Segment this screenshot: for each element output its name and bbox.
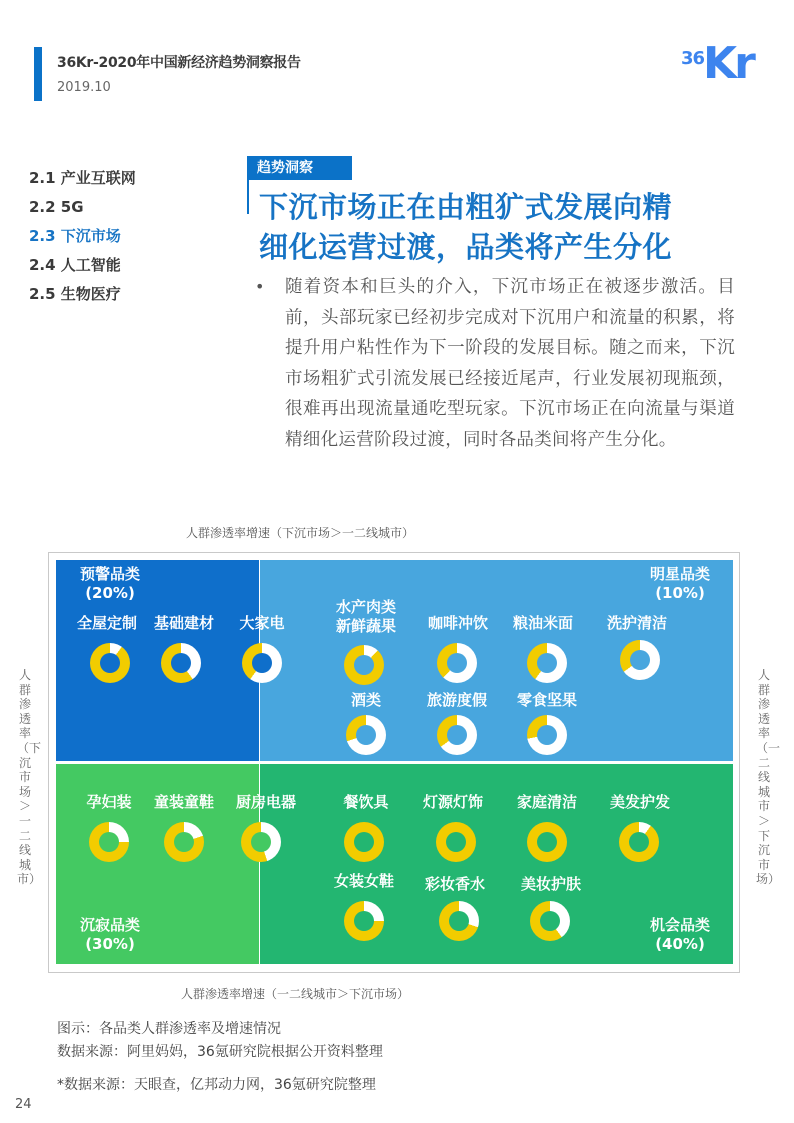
donut-hole: [629, 832, 649, 852]
donut-chart-icon: [242, 643, 282, 683]
donut-chart-icon: [527, 715, 567, 755]
donut-hole: [251, 832, 271, 852]
donut-chart-icon: [437, 643, 477, 683]
donut-hole: [354, 832, 374, 852]
logo-kr: Kr: [703, 38, 753, 89]
section-headline: [259, 187, 729, 267]
donut-hole: [356, 725, 376, 745]
donut-hole: [354, 655, 374, 675]
category-label: 美妆护肤: [520, 875, 582, 893]
category-label: 厨房电器: [235, 793, 297, 811]
donut-chart-icon: [439, 901, 479, 941]
quadrant-pct: (30%): [85, 935, 135, 953]
donut-chart-icon: [346, 715, 386, 755]
quadrant-name: 机会品类: [649, 916, 710, 934]
data-source-1: 数据来源：阿里妈妈，36氪研究院根据公开资料整理: [57, 1044, 383, 1060]
axis-label-bottom: 人群渗透率增速（一二线城市＞下沉市场）: [180, 987, 409, 1001]
donut-hole: [537, 725, 557, 745]
figure-caption: 图示：各品类人群渗透率及增速情况: [57, 1021, 281, 1037]
quadrant-label-warning: [72, 565, 148, 603]
donut-chart-icon: [527, 822, 567, 862]
category-label: 餐饮具: [343, 793, 389, 811]
category-label: 粮油米面: [512, 614, 574, 632]
donut-hole: [99, 832, 119, 852]
toc-item-5g[interactable]: 2.2 5G: [29, 198, 84, 216]
donut-chart-icon: [161, 643, 201, 683]
data-source-2: *数据来源：天眼查，亿邦动力网，36氪研究院整理: [57, 1077, 376, 1093]
donut-chart-icon: [344, 645, 384, 685]
quadrant-name: 预警品类: [79, 565, 140, 583]
axis-label-left: 人群渗透率（下沉市场＞一二线城市）: [17, 668, 42, 887]
toc-item-biomedical[interactable]: 2.5 生物医疗: [29, 285, 121, 303]
quadrant-name: 沉寂品类: [79, 916, 140, 934]
category-label: 童装童鞋: [153, 793, 215, 811]
axis-label-right: 人群渗透率（一二线城市＞下沉市场）: [756, 668, 781, 887]
report-title: 36Kr-2020年中国新经济趋势洞察报告: [57, 55, 301, 71]
toc-item-lower-tier-market[interactable]: 2.3 下沉市场: [29, 227, 121, 245]
category-label: 大家电: [239, 614, 285, 632]
category-label: 孕妇装: [86, 793, 132, 811]
category-label: 零食坚果: [516, 691, 578, 709]
category-label: 美发护发: [609, 793, 671, 811]
category-label: 旅游度假: [426, 691, 488, 709]
quadrant-label-dormant: [72, 916, 148, 954]
toc-item-ai[interactable]: 2.4 人工智能: [29, 256, 121, 274]
category-label: 咖啡冲饮: [427, 614, 489, 632]
logo-36: 36: [681, 48, 705, 69]
headline-line-1: 下沉市场正在由粗犷式发展向精: [259, 190, 673, 224]
donut-hole: [354, 911, 374, 931]
donut-chart-icon: [164, 822, 204, 862]
bullet-dot-icon: •: [255, 277, 265, 296]
category-label: 洗护清洁: [606, 614, 668, 632]
donut-hole: [252, 653, 272, 673]
donut-hole: [449, 911, 469, 931]
category-label: 家庭清洁: [516, 793, 578, 811]
quadrant-label-star: [642, 565, 718, 603]
quadrant-pct: (10%): [655, 584, 705, 602]
donut-hole: [447, 653, 467, 673]
donut-hole: [447, 725, 467, 745]
quadrant-label-opportunity: [642, 916, 718, 954]
donut-hole: [446, 832, 466, 852]
category-label: 灯源灯饰: [422, 793, 484, 811]
donut-hole: [171, 653, 191, 673]
donut-chart-icon: [436, 822, 476, 862]
donut-hole: [100, 653, 120, 673]
donut-chart-icon: [619, 822, 659, 862]
report-date: 2019.10: [57, 80, 111, 95]
page-number: 24: [15, 1097, 32, 1112]
headline-line-2: 细化运营过渡，品类将产生分化: [259, 230, 673, 264]
section-tag: 趋势洞察: [247, 156, 352, 180]
donut-hole: [537, 832, 557, 852]
toc-item-industrial-internet[interactable]: 2.1 产业互联网: [29, 169, 136, 187]
category-label: 酒类: [350, 691, 382, 709]
section-body-text: 随着资本和巨头的介入，下沉市场正在被逐步激活。目前，头部玩家已经初步完成对下沉用户和流量的积累，将提升用户粘性作为下一阶段的发展目标。随之而来，下沉市场粗犷式引流发展已经接近尾声，行业发展初现瓶颈，很难再出现流量通吃型玩家。下沉市场正在向流量与渠道精细化运营阶段过渡，同时各品类间将产生分化。: [285, 277, 735, 450]
donut-chart-icon: [90, 643, 130, 683]
donut-chart-icon: [344, 822, 384, 862]
category-label: 彩妆香水: [424, 875, 486, 893]
header-accent-bar: [34, 47, 42, 101]
quadrant-pct: (40%): [655, 935, 705, 953]
donut-chart-icon: [344, 901, 384, 941]
donut-chart-icon: [437, 715, 477, 755]
donut-hole: [537, 653, 557, 673]
donut-hole: [630, 650, 650, 670]
quadrant-pct: (20%): [85, 584, 135, 602]
category-label: 女装女鞋: [333, 872, 395, 890]
donut-chart-icon: [89, 822, 129, 862]
category-label: 基础建材: [153, 614, 215, 632]
donut-hole: [174, 832, 194, 852]
quadrant-name: 明星品类: [649, 565, 710, 583]
axis-label-top: 人群渗透率增速（下沉市场＞一二线城市）: [185, 526, 414, 540]
donut-hole: [540, 911, 560, 931]
donut-chart-icon: [620, 640, 660, 680]
category-label: 全屋定制: [76, 614, 138, 632]
table-of-contents: [29, 167, 136, 312]
donut-chart-icon: [527, 643, 567, 683]
donut-chart-icon: [241, 822, 281, 862]
category-label: 水产肉类 新鲜蔬果: [335, 598, 397, 635]
donut-chart-icon: [530, 901, 570, 941]
